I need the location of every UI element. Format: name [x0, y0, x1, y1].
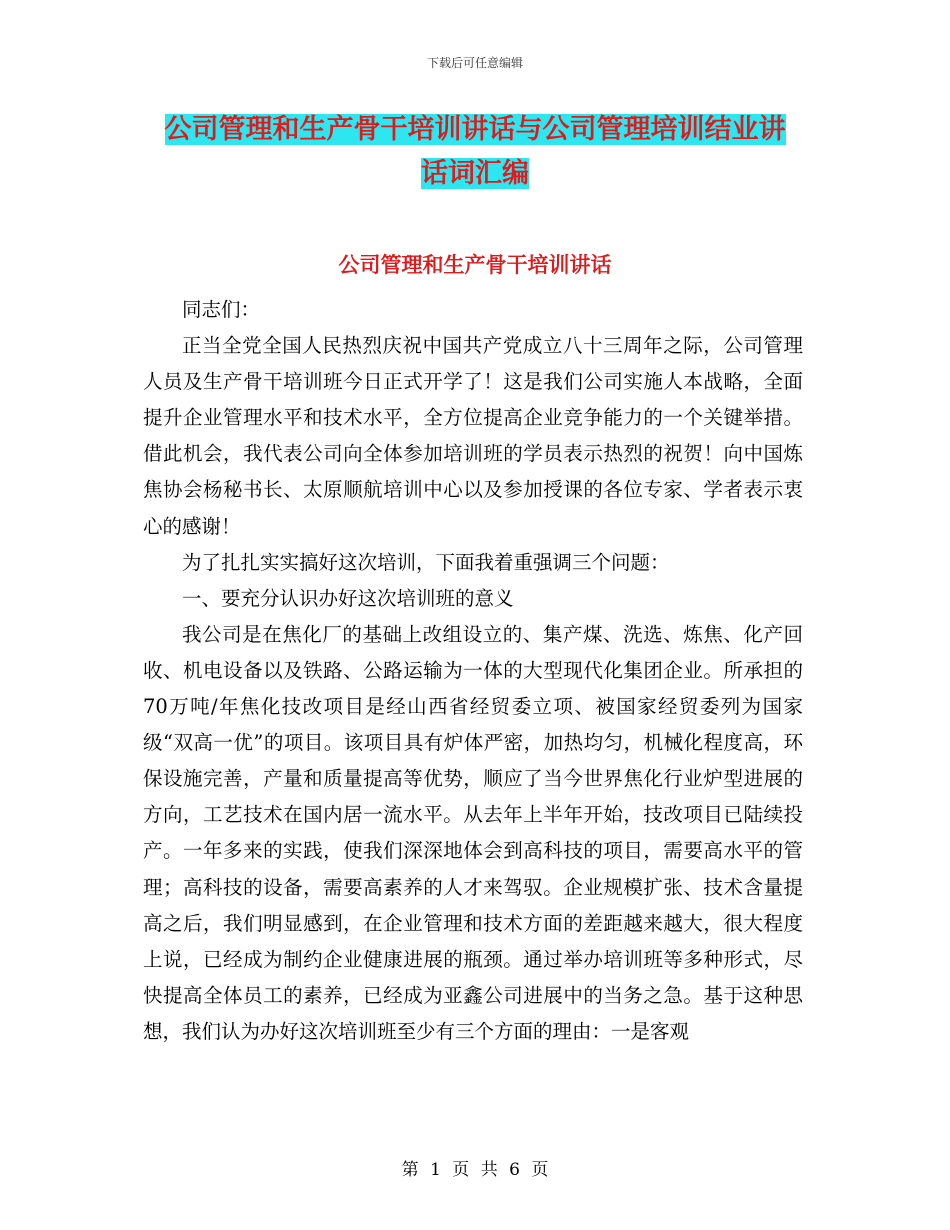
paragraph: 我公司是在焦化厂的基础上改组设立的、集产煤、洗选、炼焦、化产回收、机电设备以及铁路、公路运输为一体的大型现代化集团企业。所承担的70万吨/年焦化技改项目是经山西省经贸委立项、被国家经贸委列为国家级“双高一优”的项目。该项目具有炉体严密，加热均匀，机械化程度高，环保设施完善，产量和质量提高等优势，顺应了当今世界焦化行业炉型进展的方向，工艺技术在国内居一流水平。从去年上半年开始，技改项目已陆续投产。一年多来的实践，使我们深深地体会到高科技的项目，需要高水平的管理；高科技的设备，需要高素养的人才来驾驭。企业规模扩张、技术含量提高之后，我们明显感到，在企业管理和技术方面的差距越来越大，很大程度上说，已经成为制约企业健康进展的瓶颈。通过举办培训班等多种形式，尽快提高全体员工的素养，已经成为亚鑫公司进展中的当务之急。基于这种思想，我们认为办好这次培训班至少有三个方面的理由：一是客观	[143, 622, 803, 1043]
document-title-line-2: 话词汇编	[421, 158, 529, 189]
page-footer: 第 1 页 共 6 页	[401, 1160, 549, 1180]
paragraph: 为了扎扎实实搞好这次培训，下面我着重强调三个问题：	[182, 550, 670, 574]
document-title-line-1: 公司管理和生产骨干培训讲话与公司管理培训结业讲	[164, 114, 786, 145]
header-note: 下载后可任意编辑	[426, 56, 523, 70]
section-heading: 一、要充分认识办好这次培训班的意义	[182, 586, 514, 610]
document-body	[143, 292, 803, 1050]
document-title	[140, 108, 810, 196]
paragraph: 正当全党全国人民热烈庆祝中国共产党成立八十三周年之际，公司管理人员及生产骨干培训班今日正式开学了！这是我们公司实施人本战略，全面提升企业管理水平和技术水平，全方位提高企业竞争能力的一个关键举措。借此机会，我代表公司向全体参加培训班的学员表示热烈的祝贺！向中国炼焦协会杨秘书长、太原顺航培训中心以及参加授课的各位专家、学者表示衷心的感谢！	[143, 334, 803, 538]
section-title: 公司管理和生产骨干培训讲话	[338, 253, 612, 277]
salutation: 同志们：	[182, 298, 261, 321]
